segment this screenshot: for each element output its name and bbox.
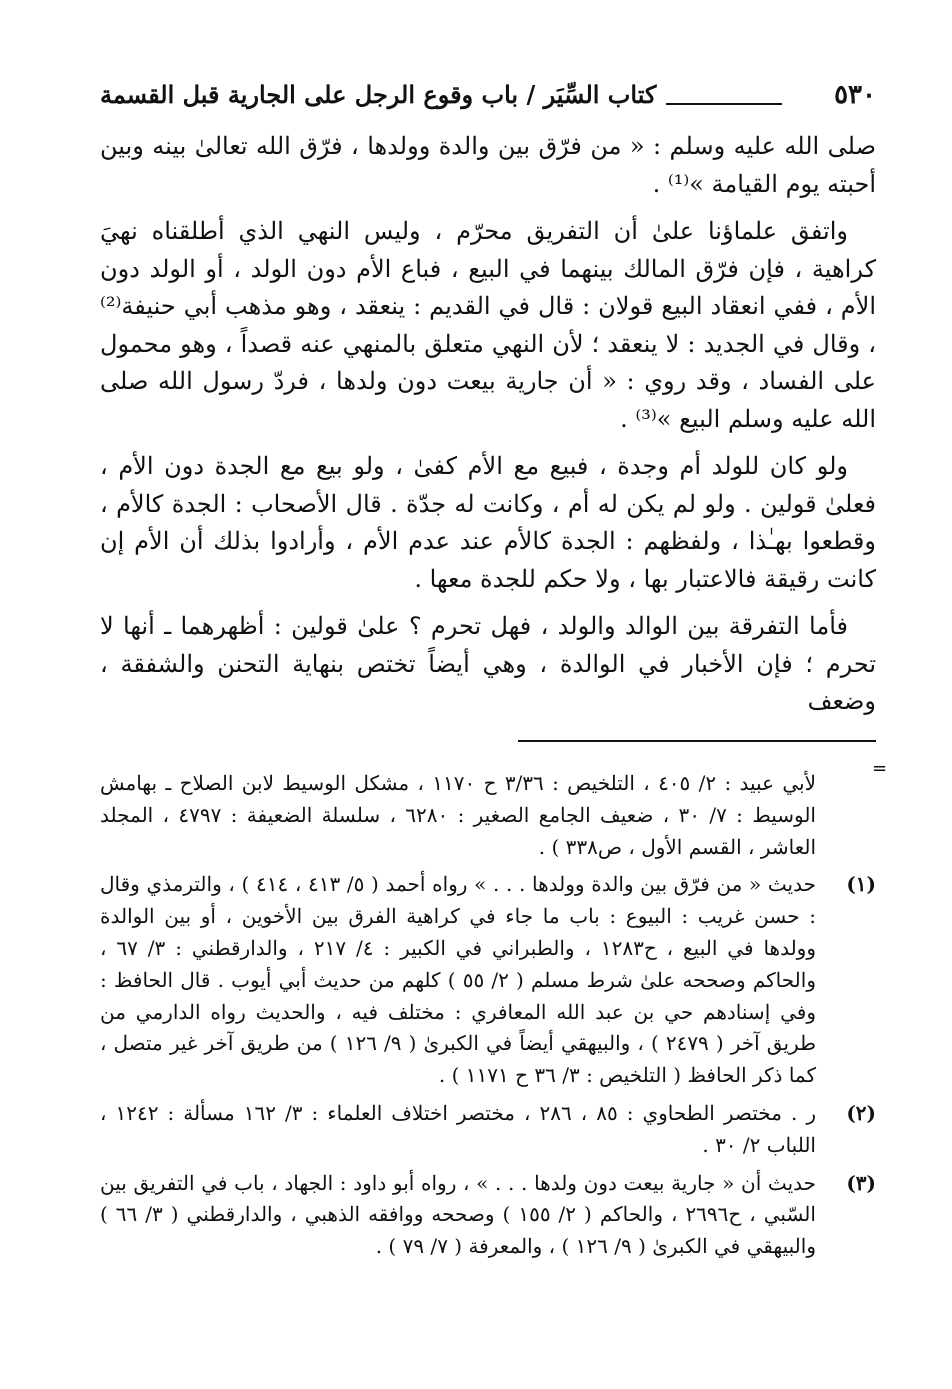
paragraph-4: فأما التفرقة بين الوالد والولد ، فهل تحرم ؟ علىٰ قولين : أظهرهما ـ أنها لا تحرم ؛ فإن الأخبار في الوالدة ، وهي أيضاً تختص بنهاية التحنن والشفقة ، وضعف: [100, 612, 877, 715]
page-number: ٥٣٠: [834, 80, 876, 110]
footnote-1: [100, 869, 876, 1092]
footnote-continuation-marker: =: [872, 758, 888, 779]
footnote-number: (٣): [846, 1170, 876, 1195]
paragraph-1: صلى الله عليه وسلم : « من فرّق بين والدة وولدها ، فرّق الله تعالىٰ بينه وبين أحبته يوم القيامة »⁽¹⁾ .: [100, 132, 876, 198]
footnote-2: [100, 1098, 876, 1162]
footnote-text: ر . مختصر الطحاوي : ٨٥ ، ٢٨٦ ، مختصر اختلاف العلماء : ٣/ ١٦٢ مسألة : ١٢٤٢ ، اللباب ٢/ ٣٠ .: [100, 1100, 816, 1157]
header-dash-rule: [666, 103, 782, 105]
footnote-number: (٢): [846, 1100, 876, 1125]
running-title: كتاب السِّيَر / باب وقوع الرجل على الجارية قبل القسمة: [100, 80, 657, 109]
paragraph-3: ولو كان للولد أم وجدة ، فبيع مع الأم كفىٰ ، ولو بيع مع الجدة دون الأم ، فعلىٰ قولين . ولو لم يكن له أم ، وكانت له جدّة . قال الأصحاب : الجدة كالأم ، وقطعوا بهـٰذا ، ولفظهم : الجدة كالأم عند عدم الأم ، وأرادوا بذلك أن الأم إن كانت رقيقة فالاعتبار بها ، ولا حكم للجدة معها .: [100, 452, 876, 593]
footnote-3: [100, 1168, 876, 1263]
paragraph-2: واتفق علماؤنا علىٰ أن التفريق محرّم ، وليس النهي الذي أطلقناه نهيَ كراهية ، فإن فرّق المالك بينهما في البيع ، فباع الأم دون الولد ، أو الولد دون الأم ، ففي انعقاد البيع قولان : قال في القديم : ينعقد ، وهو مذهب أبي حنيفة⁽²⁾ ، وقال في الجديد : لا ينعقد ؛ لأن النهي متعلق بالمنهي عنه قصداً ، وهو محمول على الفساد ، وقد روي : « أن جارية بيعت دون ولدها ، فردّ رسول الله صلى الله عليه وسلم البيع »⁽³⁾ .: [100, 217, 876, 433]
footnotes: [100, 768, 876, 1269]
footnote-text: حديث « من فرّق بين والدة وولدها . . . » رواه أحمد ( ٥/ ٤١٣ ، ٤١٤ ) ، والترمذي وقال : حسن غريب : البيوع : باب ما جاء في كراهية الفرق بين الأخوين ، أو بين الوالدة وولدها في البيع ، ح١٢٨٣ ، والطبراني في الكبير : ٤/ ٢١٧ ، والدارقطني : ٣/ ٦٧ ، والحاكم وصححه علىٰ شرط مسلم ( ٢/ ٥٥ ) كلهم من حديث أبي أيوب . قال الحافظ : وفي إسنادهم حي بن عبد الله المعافري : مختلف فيه ، والحديث رواه الدارمي من طريق آخر ( ٢٤٧٩ ) ، والبيهقي أيضاً في الكبرىٰ ( ٩/ ١٢٦ ) من طريق آخر غير متصل ، كما ذكر الحافظ ( التلخيص : ٣/ ٣٦ ح ١١٧١ ) .: [100, 872, 816, 1088]
running-header: [100, 76, 876, 116]
main-text: [100, 128, 876, 731]
footnote-text: حديث أن « جارية بيعت دون ولدها . . . » ، رواه أبو داود : الجهاد ، باب في التفريق بين السّبي ، ح٢٦٩٦ ، والحاكم ( ٢/ ١٥٥ ) وصححه ووافقه الذهبي ، والدارقطني ( ٣/ ٦٦ ) والبيهقي في الكبرىٰ ( ٩/ ١٢٦ ) ، والمعرفة ( ٧/ ٧٩ ) .: [100, 1170, 817, 1259]
footnote-number: (١): [846, 872, 876, 897]
footnote-separator: [518, 740, 876, 742]
footnote-continued: لأبي عبيد : ٢/ ٤٠٥ ، التلخيص : ٣/٣٦ ح ١١٧٠ ، مشكل الوسيط لابن الصلاح ـ بهامش الوسيط : ٧/ ٣٠ ، ضعيف الجامع الصغير : ٦٢٨٠ ، سلسلة الضعيفة : ٤٧٩٧ ، المجلد العاشر ، القسم الأول ، ص٣٣٨ ) .: [100, 771, 816, 859]
